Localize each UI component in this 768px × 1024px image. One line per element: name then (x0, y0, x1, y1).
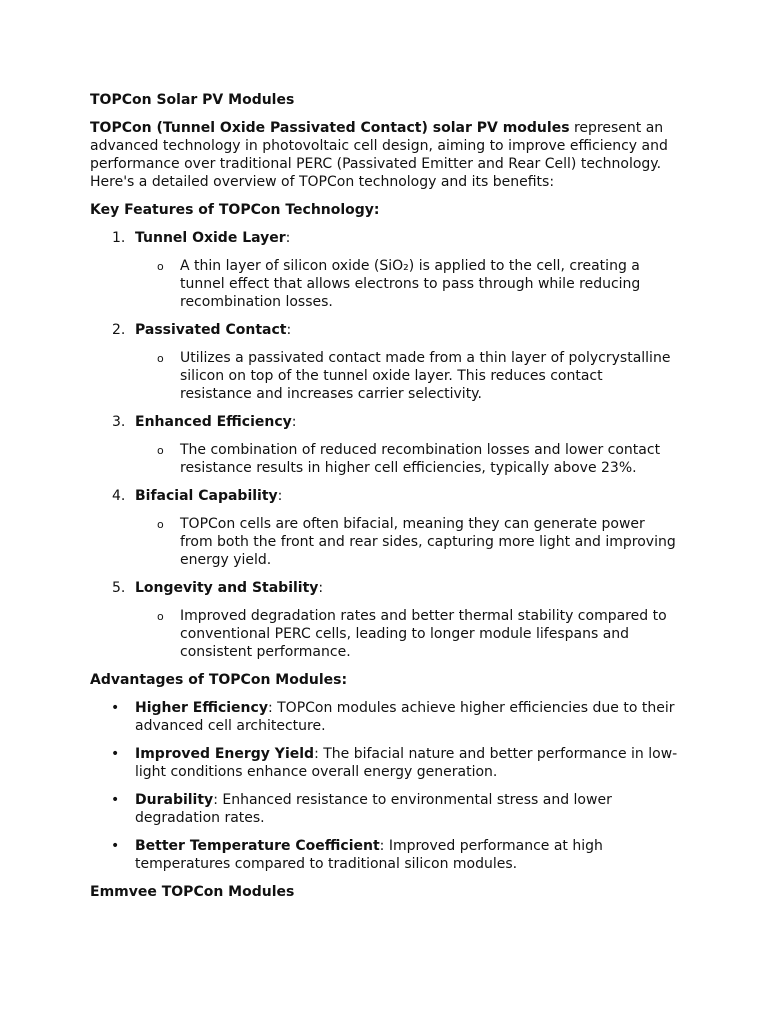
sub-bullet-marker: o (157, 444, 164, 457)
feature-number: 3. (112, 414, 126, 430)
bullet-marker: • (111, 700, 120, 716)
feature-item (90, 413, 678, 477)
sub-bullet-marker: o (157, 518, 164, 531)
feature-number: 4. (112, 488, 126, 504)
feature-title: Passivated Contact (135, 322, 287, 338)
feature-number: 2. (112, 322, 126, 338)
feature-title: Tunnel Oxide Layer (135, 230, 286, 246)
feature-item (90, 579, 678, 661)
feature-detail (135, 607, 678, 661)
features-heading: Key Features of TOPCon Technology: (90, 202, 380, 218)
bullet-marker: • (111, 746, 120, 762)
advantage-text: : Enhanced resistance to environmental stress and lower degradation rates. (135, 792, 612, 826)
feature-title: Bifacial Capability (135, 488, 278, 504)
feature-detail (135, 441, 678, 477)
feature-detail-text: A thin layer of silicon oxide (SiO₂) is applied to the cell, creating a tunnel effect that allows electrons to pass through while reducing recombination losses. (180, 258, 641, 310)
sub-bullet-marker: o (157, 610, 164, 623)
feature-detail-text: TOPCon cells are often bifacial, meaning they can generate power from both the front and rear sides, capturing more light and improving energy yield. (180, 516, 676, 568)
bullet-marker: • (111, 792, 120, 808)
feature-title: Enhanced Efficiency (135, 414, 292, 430)
advantage-title: Higher Efficiency (135, 700, 268, 716)
feature-detail-text: Improved degradation rates and better thermal stability compared to conventional PERC cells, leading to longer module lifespans and consistent performance. (180, 608, 667, 660)
feature-number: 5. (112, 580, 126, 596)
feature-detail (135, 349, 678, 403)
advantage-text: : TOPCon modules achieve higher efficiencies due to their advanced cell architecture. (135, 700, 675, 734)
intro-text: represent an advanced technology in photovoltaic cell design, aiming to improve efficiency and performance over traditional PERC (Passivated Emitter and Rear Cell) technology. Here's a detailed overview of TOPCon technology and its benefits: (90, 120, 668, 190)
feature-colon: : (291, 414, 297, 430)
feature-detail-text: The combination of reduced recombination losses and lower contact resistance results in higher cell efficiencies, typically above 23%. (180, 442, 661, 476)
bullet-marker: • (111, 838, 120, 854)
feature-detail (135, 515, 678, 569)
feature-item (90, 229, 678, 311)
feature-colon: : (277, 488, 283, 504)
sub-bullet-marker: o (157, 352, 164, 365)
sub-bullet-marker: o (157, 260, 164, 273)
features-list (90, 229, 678, 661)
feature-number: 1. (112, 230, 126, 246)
advantage-item (90, 699, 678, 735)
advantage-title: Durability (135, 792, 214, 808)
feature-colon: : (285, 230, 291, 246)
feature-title: Longevity and Stability (135, 580, 319, 596)
advantage-item (90, 791, 678, 827)
advantages-heading: Advantages of TOPCon Modules: (90, 672, 348, 688)
feature-detail (135, 257, 678, 311)
document-title: TOPCon Solar PV Modules (90, 92, 295, 108)
advantage-text: : The bifacial nature and better performance in low-light conditions enhance overall energy generation. (135, 746, 678, 780)
feature-detail-text: Utilizes a passivated contact made from a thin layer of polycrystalline silicon on top of the tunnel oxide layer. This reduces contact resistance and increases carrier selectivity. (180, 350, 671, 402)
feature-colon: : (318, 580, 324, 596)
advantage-text: : Improved performance at high temperatures compared to traditional silicon modules. (135, 838, 603, 872)
feature-item (90, 487, 678, 569)
feature-colon: : (286, 322, 292, 338)
advantage-title: Improved Energy Yield (135, 746, 315, 762)
advantages-list (90, 699, 678, 873)
advantage-item (90, 837, 678, 873)
intro-paragraph (90, 119, 678, 191)
final-heading: Emmvee TOPCon Modules (90, 884, 295, 900)
feature-item (90, 321, 678, 403)
advantage-title: Better Temperature Coefficient (135, 838, 380, 854)
intro-bold-text: TOPCon (Tunnel Oxide Passivated Contact) solar PV modules (90, 120, 570, 136)
advantage-item (90, 745, 678, 781)
